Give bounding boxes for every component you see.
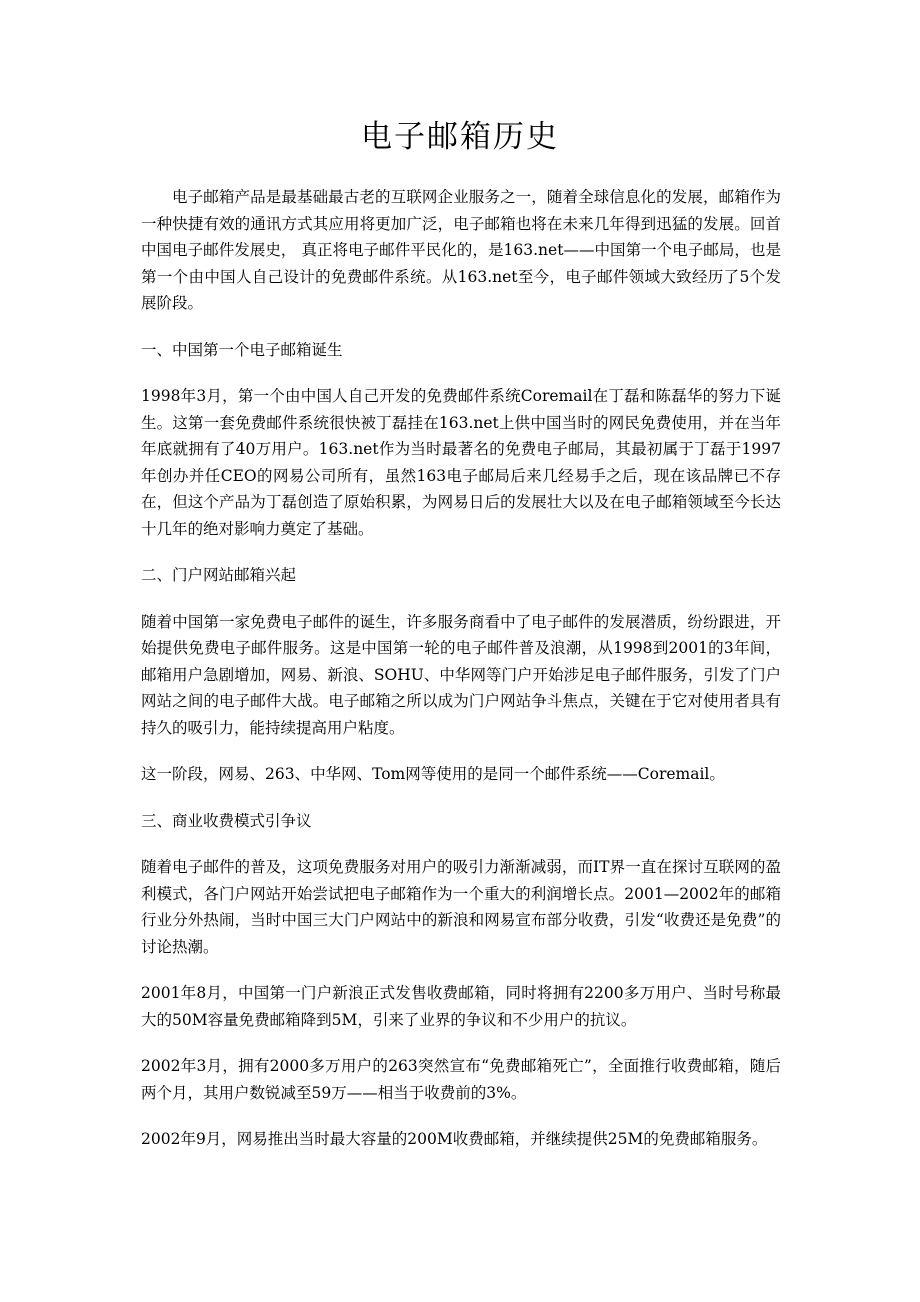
paragraph: 随着中国第一家免费电子邮件的诞生，许多服务商看中了电子邮件的发展潜质，纷纷跟进，开始提供免费电子邮件服务。这是中国第一轮的电子邮件普及浪潮，从1998到2001的3年间，邮箱用户急剧增加，网易、新浪、SOHU、中华网等门户开始涉足电子邮件服务，引发了门户网站之间的电子邮件大战。电子邮箱之所以成为门户网站争斗焦点，关键在于它对使用者具有持久的吸引力，能持续提高用户粘度。 xyxy=(141,612,781,737)
paragraph: 2002年3月，拥有2000多万用户的263突然宣布“免费邮箱死亡”，全面推行收费邮箱，随后两个月，其用户数锐减至59万——相当于收费前的3%。 xyxy=(141,1057,781,1102)
section-heading-2: 二、门户网站邮箱兴起 xyxy=(141,566,297,584)
paragraph: 随着电子邮件的普及，这项免费服务对用户的吸引力渐渐减弱，而IT界一直在探讨互联网的盈利模式，各门户网站开始尝试把电子邮箱作为一个重大的利润增长点。2001—2002年的邮箱行业分外热闹，当时中国三大门户网站中的新浪和网易宣布部分收费，引发“收费还是免费”的讨论热潮。 xyxy=(141,858,781,956)
document-body xyxy=(141,184,781,1173)
paragraph: 2001年8月，中国第一门户新浪正式发售收费邮箱，同时将拥有2200多万用户、当时号称最大的50M容量免费邮箱降到5M，引来了业界的争议和不少用户的抗议。 xyxy=(141,984,781,1029)
section-heading-3: 三、商业收费模式引争议 xyxy=(141,811,312,830)
section-heading-1: 一、中国第一个电子邮箱诞生 xyxy=(141,340,343,359)
intro-paragraph: 电子邮箱产品是最基础最古老的互联网企业服务之一，随着全球信息化的发展，邮箱作为一种快捷有效的通讯方式其应用将更加广泛，电子邮箱也将在未来几年得到迅猛的发展。回首中国电子邮件发展史， 真正将电子邮件平民化的，是163.net——中国第一个电子邮局，也是第一个由中国人自己设计的免费邮件系统。从163.net至今，电子邮件领域大致经历了5个发展阶段。 xyxy=(141,188,781,312)
paragraph: 1998年3月，第一个由中国人自己开发的免费邮件系统Coremail在丁磊和陈磊华的努力下诞生。这第一套免费邮件系统很快被丁磊挂在163.net上供中国当时的网民免费使用，并在当年年底就拥有了40万用户。163.net作为当时最著名的免费电子邮局，其最初属于丁磊于1997年创办并任CEO的网易公司所有，虽然163电子邮局后来几经易手之后，现在该品牌已不存在，但这个产品为丁磊创造了原始积累，为网易日后的发展壮大以及在电子邮箱领域至今长达十几年的绝对影响力奠定了基础。 xyxy=(141,387,781,538)
document-title: 电子邮箱历史 xyxy=(361,119,559,155)
paragraph: 这一阶段，网易、263、中华网、Tom网等使用的是同一个邮件系统——Coremail。 xyxy=(141,765,725,783)
paragraph: 2002年9月，网易推出当时最大容量的200M收费邮箱，并继续提供25M的免费邮箱服务。 xyxy=(141,1130,768,1148)
